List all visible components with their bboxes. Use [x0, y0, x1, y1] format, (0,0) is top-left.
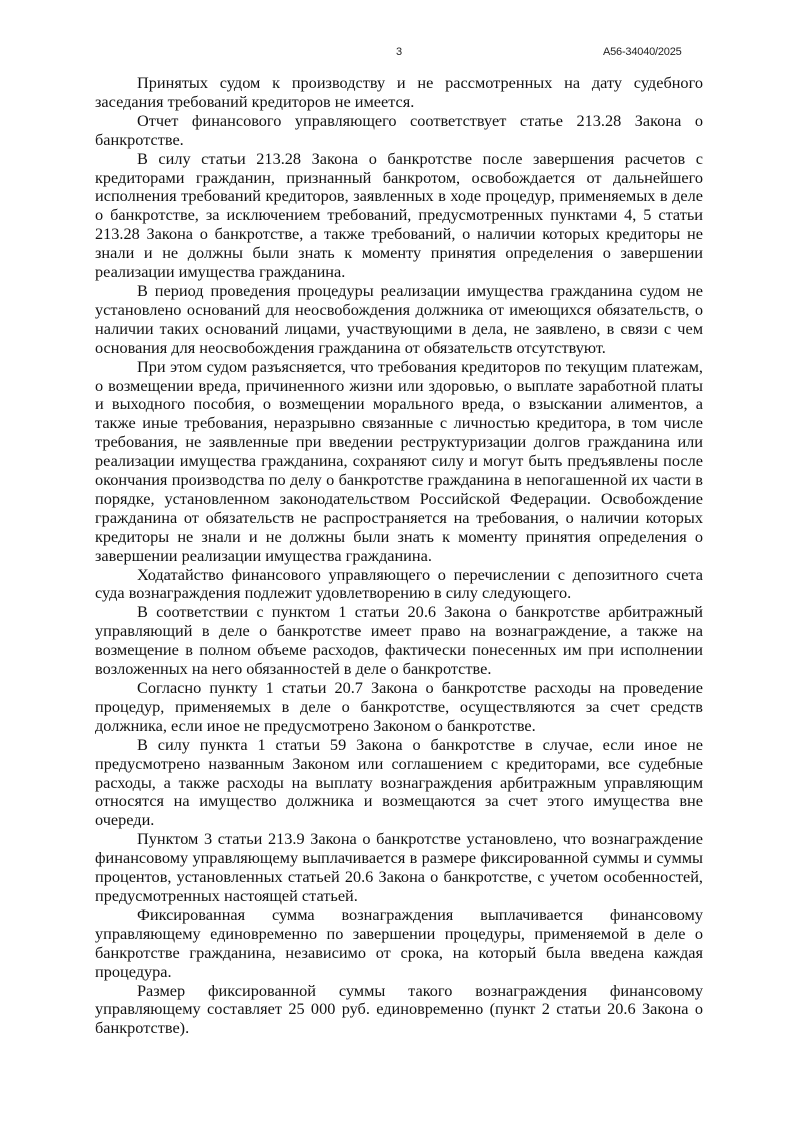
paragraph: Отчет финансового управляющего соответствует статье 213.28 Закона о банкротстве.: [95, 110, 703, 149]
paragraph: Принятых судом к производству и не рассмотренных на дату судебного заседания требований кредиторов не имеется.: [95, 73, 703, 111]
paragraph: Согласно пункту 1 статьи 20.7 Закона о банкротстве расходы на проведение процедур, применяемых в деле о банкротстве, осуществляются за счет средств должника, если иное не предусмотрено Законом о банкротстве.: [95, 678, 703, 735]
paragraph: При этом судом разъясняется, что требования кредиторов по текущим платежам, о возмещении вреда, причиненного жизни или здоровью, о выплате заработной платы и выходного пособия, о возмещении морального вреда, о взыскании алиментов, а также иные требования, неразрывно связанные с личностью кредитора, в том числе требования, не заявленные при введении реструктуризации долгов гражданина или реализации имущества гражданина, сохраняют силу и могут быть предъявлены после окончания производства по делу о банкротстве гражданина в непогашенной их части в порядке, установленном законодательством Российской Федерации. Освобождение гражданина от обязательств не распространяется на требования, о наличии которых кредиторы не знали и не должны были знать к моменту принятия определения о завершении реализации имущества гражданина.: [95, 356, 703, 565]
paragraph: В период проведения процедуры реализации имущества гражданина судом не установлено оснований для неосвобождения должника от имеющихся обязательств, о наличии таких оснований лицами, участвующими в дела, не заявлено, в связи с чем основания для неосвобождения гражданина от обязательств отсутствуют.: [95, 280, 703, 357]
paragraph: В силу пункта 1 статьи 59 Закона о банкротстве в случае, если иное не предусмотрено названным Законом или соглашением с кредиторами, все судебные расходы, а также расходы на выплату вознаграждения арбитражным управляющим относятся на имущество должника и возмещаются за счет этого имущества вне очереди.: [95, 734, 703, 830]
paragraph: Фиксированная сумма вознаграждения выплачивается финансовому управляющему единовременно по завершении процедуры, применяемой в деле о банкротстве гражданина, независимо от срока, на который была введена каждая процедура.: [95, 904, 703, 981]
paragraph: В силу статьи 213.28 Закона о банкротстве после завершения расчетов с кредиторами гражданин, признанный банкротом, освобождается от дальнейшего исполнения требований кредиторов, заявленных в ходе процедур, применяемых в деле о банкротстве, за исключением требований, предусмотренных пунктами 4, 5 статьи 213.28 Закона о банкротстве, а также требований, о наличии которых кредиторы не знали и не должны были знать к моменту принятия определения о завершении реализации имущества гражданина.: [95, 148, 703, 282]
paragraph: Ходатайство финансового управляющего о перечислении с депозитного счета суда вознаграждения подлежит удовлетворению в силу следующего.: [95, 564, 703, 603]
paragraph: Размер фиксированной суммы такого вознаграждения финансовому управляющему составляет 25 000 руб. единовременно (пункт 2 статьи 20.6 Закона о банкротстве).: [95, 980, 703, 1038]
page-number: 3: [396, 46, 403, 58]
document-body: [95, 74, 703, 1038]
paragraph: Пунктом 3 статьи 213.9 Закона о банкротстве установлено, что вознаграждение финансовому управляющему выплачивается в размере фиксированной суммы и суммы процентов, установленных статьей 20.6 Закона о банкротстве, с учетом особенностей, предусмотренных настоящей статьей.: [95, 829, 703, 905]
paragraph: В соответствии с пунктом 1 статьи 20.6 Закона о банкротстве арбитражный управляющий в деле о банкротстве имеет право на вознаграждение, а также на возмещение в полном объеме расходов, фактически понесенных им при исполнении возложенных на него обязанностей в деле о банкротстве.: [95, 602, 703, 679]
case-number: А56-34040/2025: [603, 46, 682, 58]
